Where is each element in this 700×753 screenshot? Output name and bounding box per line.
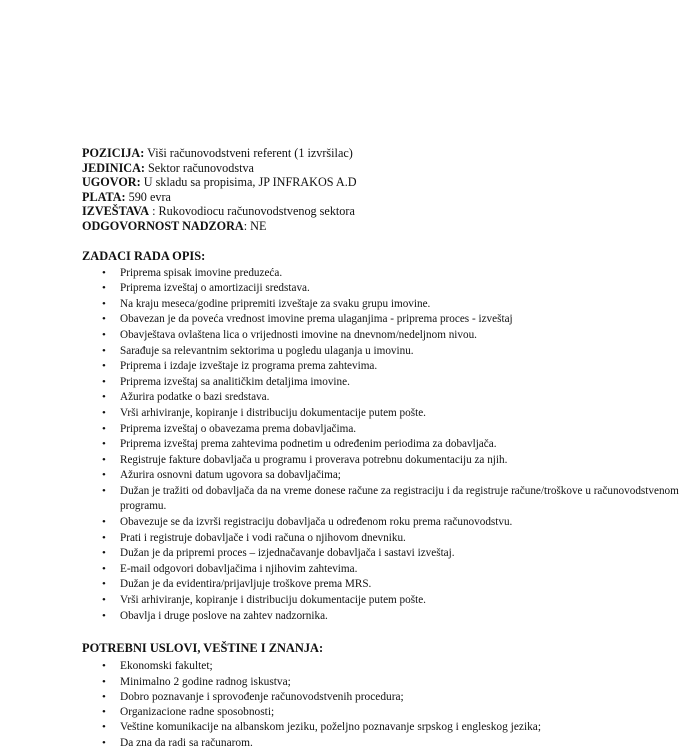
list-item xyxy=(82,484,682,515)
bullet-icon: • xyxy=(102,406,106,419)
list-item xyxy=(82,344,682,360)
bullet-icon: • xyxy=(102,721,106,734)
list-item xyxy=(82,531,682,547)
list-item xyxy=(82,375,682,391)
list-item-text: Registruje fakture dobavljača u programu i proverava potrebnu dokumentaciju za njih. xyxy=(120,453,508,466)
list-item xyxy=(82,437,682,453)
reports-to-value: : Rukovodiocu računovodstvenog sektora xyxy=(152,204,355,219)
bullet-icon: • xyxy=(102,660,106,673)
list-item xyxy=(82,312,682,328)
list-item-text: Dužan je da pripremi proces – izjednačavanje dobavljača i sastavi izveštaj. xyxy=(120,547,455,560)
tasks-title: ZADACI RADA OPIS: xyxy=(82,248,206,263)
document-page xyxy=(82,146,682,751)
list-item-text: Dobro poznavanje i sprovođenje računovodstvenih procedura; xyxy=(120,690,404,703)
list-item xyxy=(82,659,682,674)
tasks-list xyxy=(82,266,682,625)
unit-label: JEDINICA: xyxy=(82,160,145,175)
bullet-icon: • xyxy=(102,531,106,544)
list-item-text: Ekonomski fakultet; xyxy=(120,660,213,673)
list-item-text: Priprema i izdaje izveštaje iz programa prema zahtevima. xyxy=(120,360,378,373)
position-value: Viši računovodstveni referent (1 izvršilac) xyxy=(147,146,353,160)
list-item xyxy=(82,705,682,720)
bullet-icon: • xyxy=(102,706,106,719)
bullet-icon: • xyxy=(102,609,106,622)
bullet-icon: • xyxy=(102,562,106,575)
position-line xyxy=(82,146,682,161)
bullet-icon: • xyxy=(102,344,106,357)
contract-value: U skladu sa propisima, JP INFRAKOS A.D xyxy=(143,175,357,190)
list-item xyxy=(82,266,682,282)
bullet-icon: • xyxy=(102,391,106,404)
bullet-icon: • xyxy=(102,578,106,591)
supervision-value: : NE xyxy=(243,218,267,233)
list-item xyxy=(82,406,682,422)
supervision-line xyxy=(82,219,682,234)
list-item-text: Obavještava ovlaštena lica o vrijednosti imovine na dnevnom/nedeljnom nivou. xyxy=(120,328,477,341)
position-label: POZICIJA: xyxy=(82,146,145,160)
list-item-text: Da zna da radi sa računarom. xyxy=(120,736,253,749)
list-item xyxy=(82,422,682,438)
bullet-icon: • xyxy=(102,297,106,310)
list-item-text: Ažurira podatke o bazi sredstava. xyxy=(120,391,270,404)
bullet-icon: • xyxy=(102,690,106,703)
list-item-text: Veštine komunikacije na albanskom jeziku, poželjno poznavanje srpskog i engleskog jezika; xyxy=(120,721,542,734)
unit-value: Sektor računovodstva xyxy=(148,160,254,175)
contract-line xyxy=(82,175,682,190)
list-item xyxy=(82,675,682,690)
bullet-icon: • xyxy=(102,266,106,279)
salary-label: PLATA: xyxy=(82,189,126,204)
list-item-text: E-mail odgovori dobavljačima i njihovim zahtevima. xyxy=(120,562,358,575)
bullet-icon: • xyxy=(102,282,106,295)
bullet-icon: • xyxy=(102,516,106,529)
list-item xyxy=(82,468,682,484)
list-item xyxy=(82,297,682,313)
contract-label: UGOVOR: xyxy=(82,175,141,190)
bullet-icon: • xyxy=(102,438,106,451)
list-item xyxy=(82,736,682,751)
unit-line xyxy=(82,161,682,176)
salary-value: 590 evra xyxy=(128,189,171,204)
list-item-text: Priprema izveštaj o amortizaciji sredstava. xyxy=(120,282,310,295)
bullet-icon: • xyxy=(102,313,106,326)
list-item xyxy=(82,281,682,297)
list-item xyxy=(82,515,682,531)
bullet-icon: • xyxy=(102,375,106,388)
bullet-icon: • xyxy=(102,675,106,688)
bullet-icon: • xyxy=(102,594,106,607)
list-item-text: Dužan je da evidentira/prijavljuje troškove prema MRS. xyxy=(120,578,372,591)
list-item xyxy=(82,609,682,625)
list-item-text: Priprema izveštaj o obavezama prema dobavljačima. xyxy=(120,422,357,435)
requirements-title: POTREBNI USLOVI, VEŠTINE I ZNANJA: xyxy=(82,641,324,656)
list-item-text: Na kraju meseca/godine pripremiti izveštaje za svaku grupu imovine. xyxy=(120,297,431,310)
list-item-text: Vrši arhiviranje, kopiranje i distribuciju dokumentacije putem pošte. xyxy=(120,594,426,607)
list-item-text: Priprema izveštaj sa analitičkim detaljima imovine. xyxy=(120,375,350,388)
list-item xyxy=(82,690,682,705)
bullet-icon: • xyxy=(102,547,106,560)
list-item-text: Ažurira osnovni datum ugovora sa dobavljačima; xyxy=(120,469,341,482)
salary-line xyxy=(82,190,682,205)
bullet-icon: • xyxy=(102,328,106,341)
list-item-text: Prati i registruje dobavljače i vodi računa o njihovom dnevniku. xyxy=(120,531,406,544)
list-item xyxy=(82,546,682,562)
list-item xyxy=(82,453,682,469)
list-item-text: Organizacione radne sposobnosti; xyxy=(120,706,275,719)
bullet-icon: • xyxy=(102,360,106,373)
supervision-label: ODGOVORNOST NADZORA xyxy=(82,218,244,233)
bullet-icon: • xyxy=(102,453,106,466)
list-item xyxy=(82,359,682,375)
list-item xyxy=(82,390,682,406)
list-item-text: Dužan je tražiti od dobavljača da na vreme donese račune za registraciju i da registruje račune/troškove u računovodstvenom programu. xyxy=(120,484,679,513)
reports-to-label: IZVEŠTAVA xyxy=(82,204,150,219)
list-item-text: Priprema izveštaj prema zahtevima podnetim u određenim periodima za dobavljača. xyxy=(120,438,497,451)
list-item-text: Obavlja i druge poslove na zahtev nadzornika. xyxy=(120,609,328,622)
bullet-icon: • xyxy=(102,736,106,749)
list-item xyxy=(82,328,682,344)
list-item xyxy=(82,720,682,735)
list-item-text: Obavezuje se da izvrši registraciju dobavljača u određenom roku prema računovodstvu. xyxy=(120,516,513,529)
bullet-icon: • xyxy=(102,484,106,497)
requirements-list xyxy=(82,659,682,751)
list-item-text: Priprema spisak imovine preduzeća. xyxy=(120,266,283,279)
list-item xyxy=(82,577,682,593)
list-item-text: Minimalno 2 godine radnog iskustva; xyxy=(120,675,291,688)
list-item-text: Sarađuje sa relevantnim sektorima u pogledu ulaganja u imovinu. xyxy=(120,344,414,357)
list-item xyxy=(82,562,682,578)
bullet-icon: • xyxy=(102,469,106,482)
list-item xyxy=(82,593,682,609)
list-item-text: Obavezan je da poveća vrednost imovine prema ulaganjima - priprema proces - izveštaj xyxy=(120,313,513,326)
reports-to-line xyxy=(82,204,682,219)
list-item-text: Vrši arhiviranje, kopiranje i distribuciju dokumentacije putem pošte. xyxy=(120,406,426,419)
bullet-icon: • xyxy=(102,422,106,435)
